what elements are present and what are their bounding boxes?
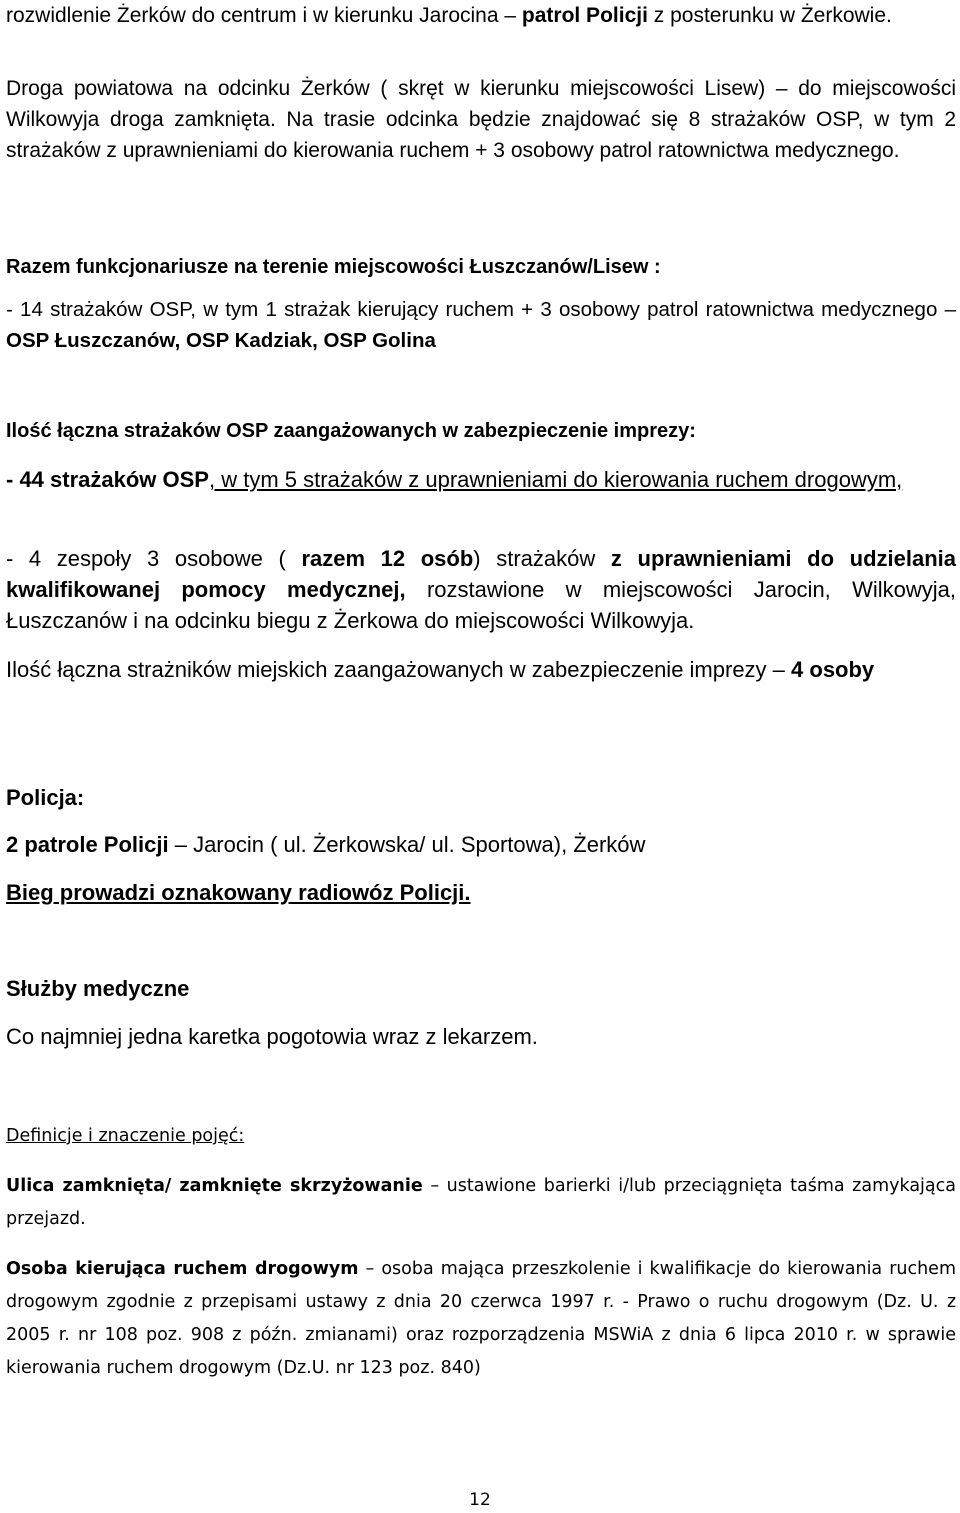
police-patrols [6,829,956,860]
intro-paragraph [6,0,956,31]
total-osp-count: - 44 strażaków OSP [6,467,209,492]
city-guards-paragraph [6,654,956,685]
city-guards-text: Ilość łączna strażników miejskich zaangażowanych w zabezpieczenie imprezy – [6,657,792,682]
intro-text: rozwidlenie Żerków do centrum i w kierunku Jarocina – [6,4,522,27]
luszczanow-text [6,294,956,356]
definitions-heading: Definicje i znaczenie pojęć: [6,1126,245,1146]
police-patrols-count: 2 patrole Policji [6,832,169,857]
definition-traffic-controller-text: – osoba mająca przeszkolenie i kwalifikacje do kierowania ruchem drogowym zgodnie z przepisami ustawy z dnia 20 czerwca 1997 r. - Prawo o ruchu drogowym (Dz. U. z 2005 r. nr 108 poz. 908 z późn. zmianami) oraz rozporządzenia MSWiA z dnia 6 lipca 2010 r. w sprawie kierowania ruchem drogowym (Dz.U. nr 123 poz. 840) [6,1259,957,1378]
closure-paragraph: Droga powiatowa na odcinku Żerków ( skręt w kierunku miejscowości Lisew) – do miejscowości Wilkowyja droga zamknięta. Na trasie odcinka będzie znajdować się 8 strażaków OSP, w tym 2 strażaków z uprawnieniami do kierowania ruchem + 3 osobowy patrol ratownictwa medycznego. [6,77,956,162]
total-osp-line2 [6,543,956,636]
police-car: Bieg prowadzi oznakowany radiowóz Policji. [6,880,471,905]
teams-qualification: z uprawnieniami do udzielania kwalifikowanej pomocy medycznej, [6,546,956,602]
teams-total: razem 12 osób [301,546,474,571]
police-heading: Policja: [6,785,85,810]
page-number: 12 [469,1490,491,1510]
luszczanow-text-plain: - 14 strażaków OSP, w tym 1 strażak kierujący ruchem + 3 osobowy patrol ratownictwa medycznego – [6,298,956,321]
city-guards-count: 4 osoby [791,657,875,682]
medical-text: Co najmniej jedna karetka pogotowia wraz z lekarzem. [6,1024,538,1049]
definition-closed-street-text: – ustawione barierki i/lub przeciągnięta taśma zamykająca przejazd. [6,1176,956,1229]
definition-traffic-controller-term: Osoba kierująca ruchem drogowym [6,1259,359,1279]
definition-closed-street-term: Ulica zamknięta/ zamknięte skrzyżowanie [6,1176,423,1196]
teams-locations: rozstawione w miejscowości Jarocin, Wilkowyja, Łuszczanów i na odcinku biegu z Żerkowa do miejscowości Wilkowyja. [6,577,956,633]
definition-closed-street [6,1170,956,1236]
police-patrols-locations: – Jarocin ( ul. Żerkowska/ ul. Sportowa), Żerków [168,832,646,857]
luszczanow-heading: Razem funkcjonariusze na terenie miejscowości Łuszczanów/Lisew : [6,256,661,278]
total-osp-heading: Ilość łączna strażaków OSP zaangażowanych w zabezpieczenie imprezy: [6,420,696,442]
total-osp-detail: , w tym 5 strażaków z uprawnieniami do kierowania ruchem drogowym, [208,467,903,492]
teams-text-c: ) strażaków [473,546,611,571]
intro-bold-patrol: patrol Policji [521,4,648,27]
luszczanow-units: OSP Łuszczanów, OSP Kadziak, OSP Golina [6,329,436,352]
intro-tail: z posterunku w Żerkowie. [647,4,892,27]
medical-heading: Służby medyczne [6,976,190,1001]
definition-traffic-controller [6,1253,956,1385]
total-osp-line1 [6,464,956,495]
teams-text-a: - 4 zespoły 3 osobowe ( [6,546,302,571]
